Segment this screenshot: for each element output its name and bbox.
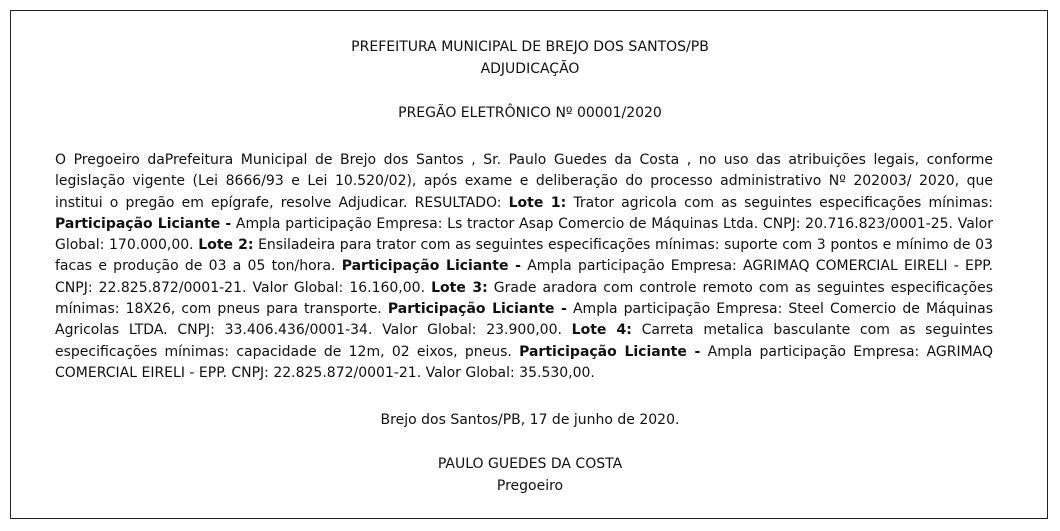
lot-1-label: Lote 1: (508, 194, 567, 211)
lot-2-participation-label: Participação Liciante - (341, 258, 521, 275)
lot-1-description: Trator agricola com as seguintes especificações mínimas: (566, 194, 993, 211)
lot-1-result: Ampla participação Empresa: Ls tractor Asap Comercio de Máquinas Ltda. CNPJ: 20.716.823/0001-25. Valor Global: 170.000,00. (55, 215, 993, 254)
lot-3-description: Grade aradora com controle remoto com as seguintes especificações mínimas: 18X26, com pneus para transporte. (55, 279, 993, 318)
municipality-heading: PREFEITURA MUNICIPAL DE BREJO DOS SANTOS/PB (351, 39, 709, 55)
lot-2-label: Lote 2: (198, 237, 254, 254)
lot-3-label: Lote 3: (431, 279, 488, 296)
signer-name: PAULO GUEDES DA COSTA (437, 456, 623, 472)
lot-1-participation-label: Participação Liciante - (55, 215, 232, 232)
place-date: Brejo dos Santos/PB, 17 de junho de 2020. (380, 412, 680, 428)
procedure-heading: PREGÃO ELETRÔNICO Nº 00001/2020 (398, 105, 662, 121)
lot-4-participation-label: Participação Liciante - (519, 343, 701, 360)
document-frame (10, 10, 1048, 519)
lot-4-label: Lote 4: (571, 322, 632, 339)
lot-4-result: Ampla participação Empresa: AGRIMAQ COMERCIAL EIRELI - EPP. CNPJ: 22.825.872/0001-21. Valor Global: 35.530,00. (55, 343, 994, 381)
signer-role: Pregoeiro (496, 478, 564, 494)
lot-3-result: Ampla participação Empresa: Steel Comercio de Máquinas Agricolas LTDA. CNPJ: 33.406.436/0001-34. Valor Global: 23.900,00. (55, 301, 993, 339)
adjudication-body (55, 150, 993, 384)
act-heading: ADJUDICAÇÃO (480, 61, 580, 77)
lot-3-participation-label: Participação Liciante - (387, 301, 567, 318)
lot-4-description: Carreta metalica basculante com as seguintes especificações mínimas: capacidade de 12m, 02 eixos, pneus. (55, 322, 993, 360)
intro-text: O Pregoeiro daPrefeitura Municipal de Brejo dos Santos , Sr. Paulo Guedes da Costa , no uso das atribuições legais, conforme legislação vigente (Lei 8666/93 e Lei 10.520/02), após exame e deliberação do processo administrativo Nº 202003/ 2020, que institui o pregão em epígrafe, resolve Adjudicar. RESULTADO: (55, 152, 993, 211)
lot-2-result: Ampla participação Empresa: AGRIMAQ COMERCIAL EIRELI - EPP. CNPJ: 22.825.872/0001-21. Valor Global: 16.160,00. (55, 258, 994, 296)
lot-2-description: Ensiladeira para trator com as seguintes especificações mínimas: suporte com 3 pontos e mínimo de 03 facas e produção de 03 a 05 ton/hora. (55, 237, 993, 275)
